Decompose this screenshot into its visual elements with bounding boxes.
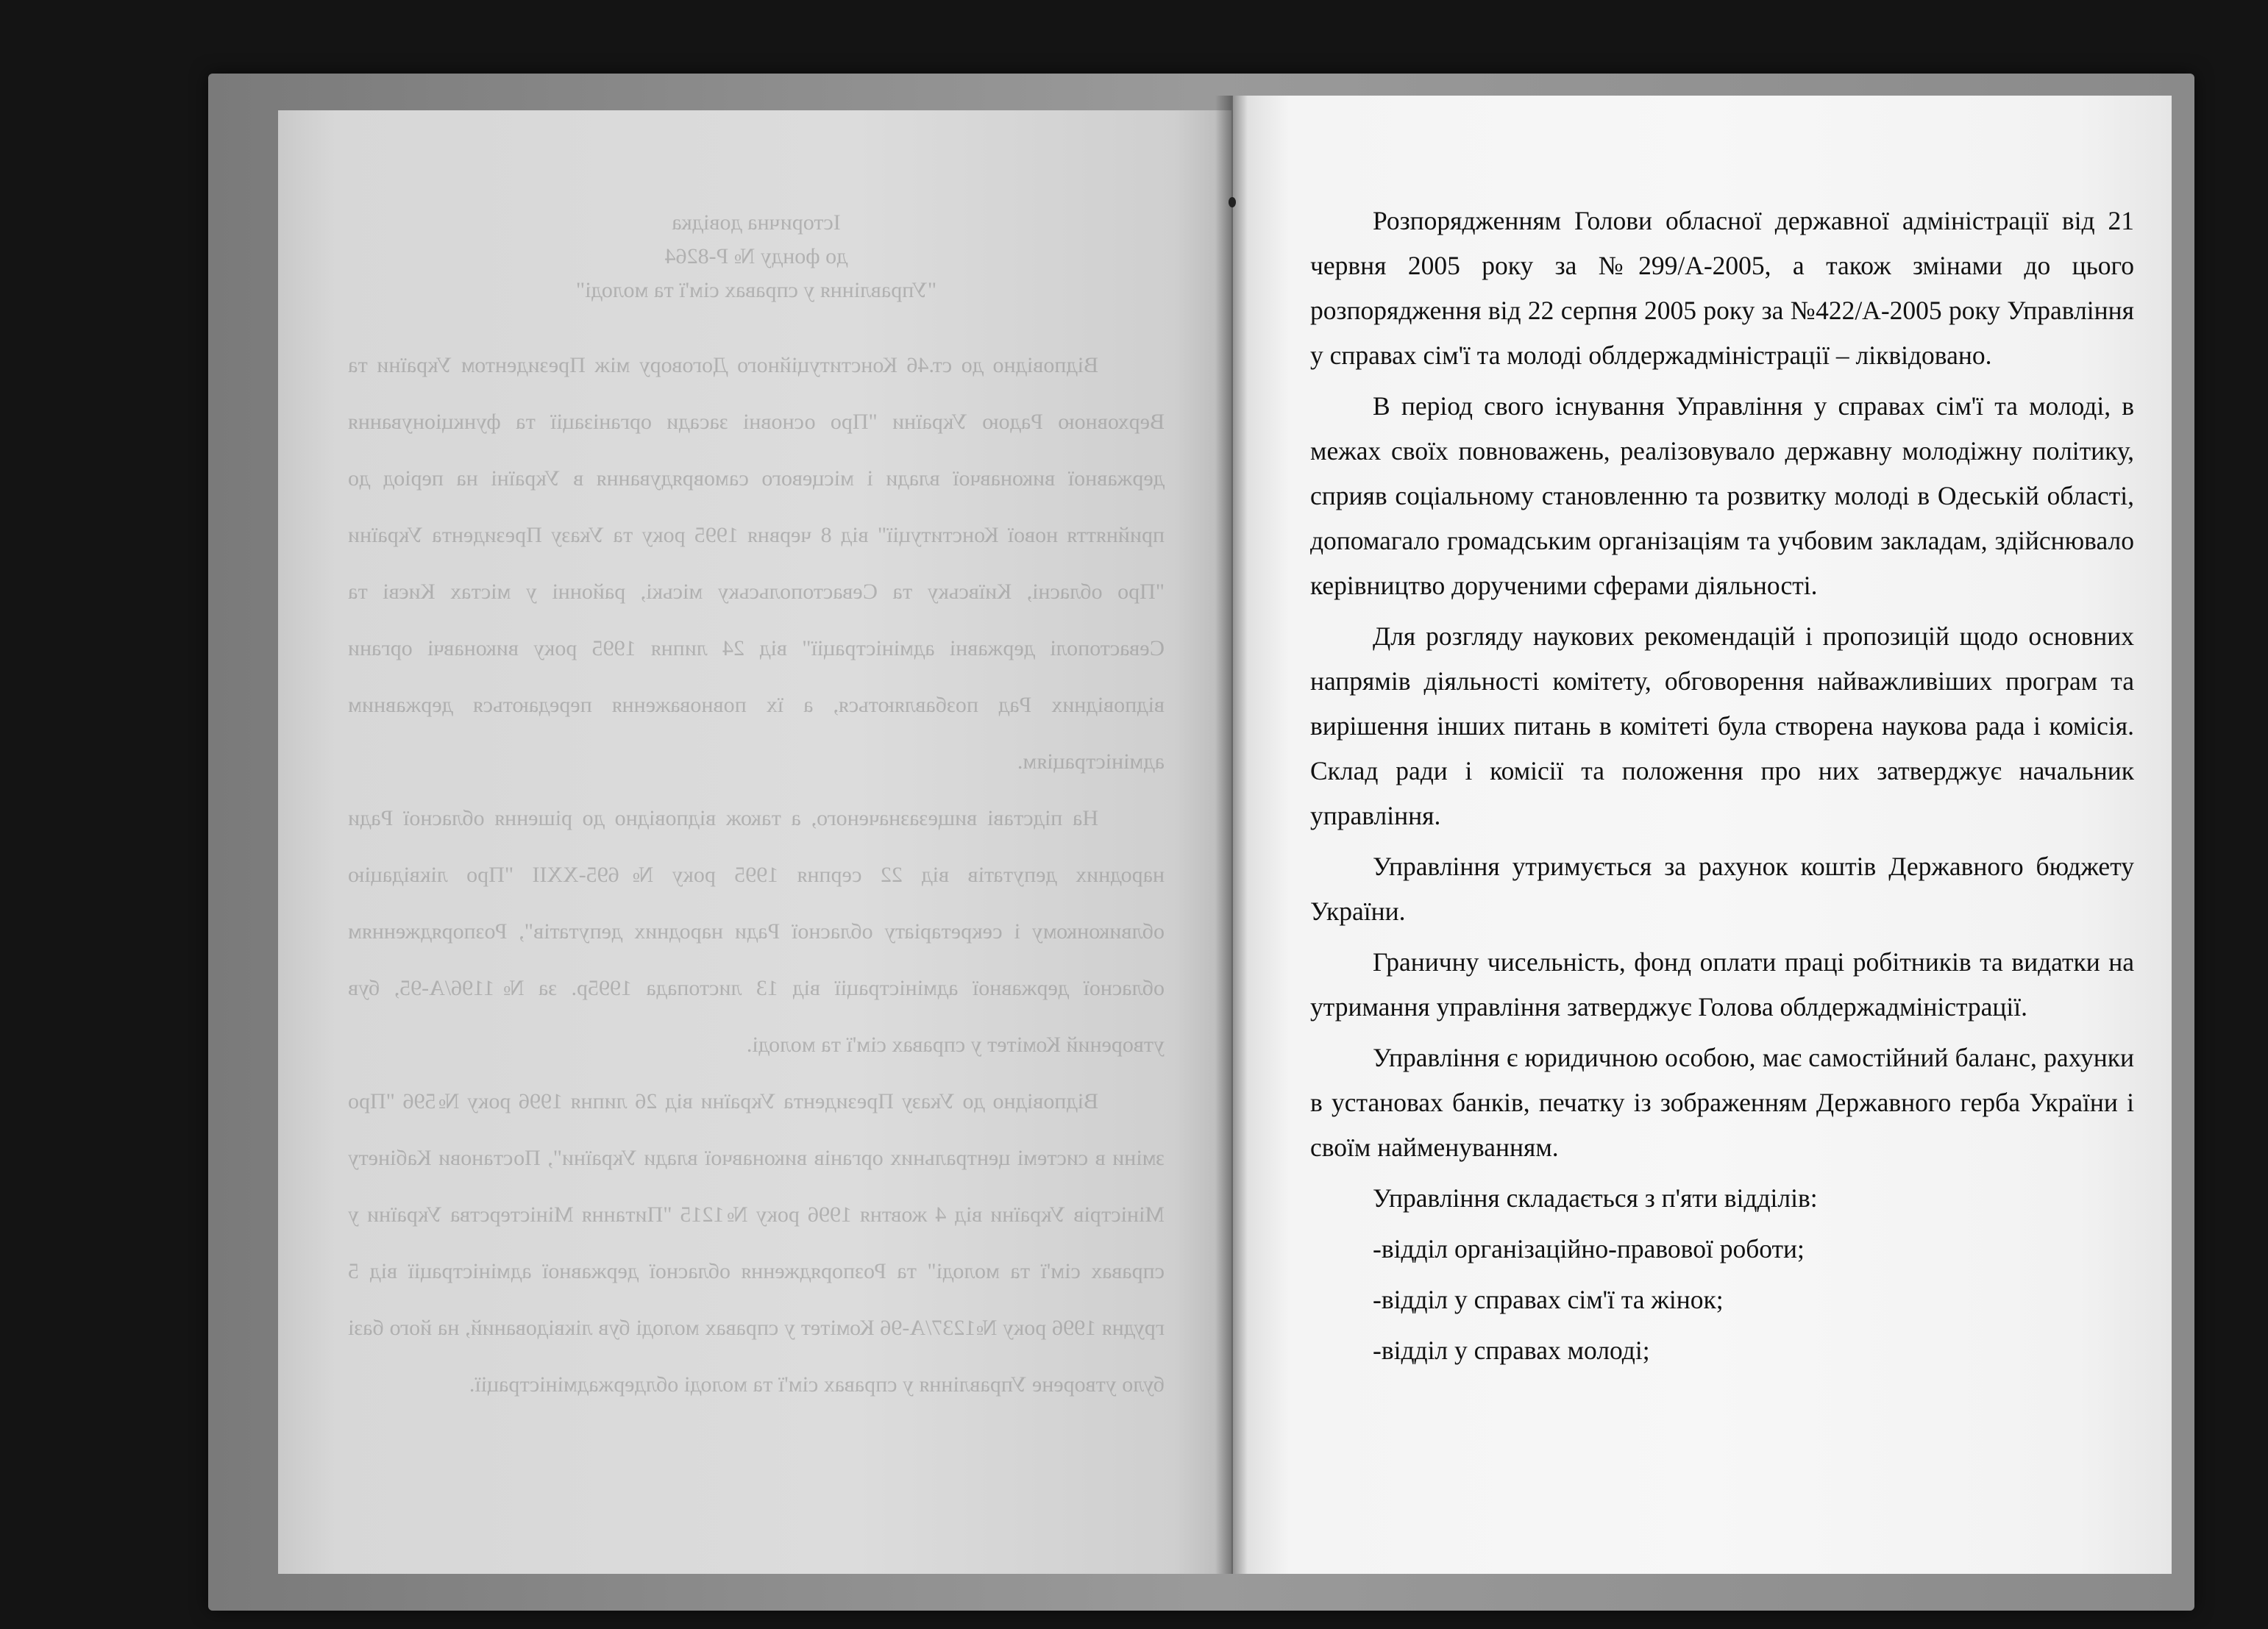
binding-hole bbox=[1229, 197, 1236, 207]
department-item: -відділ у справах молоді; bbox=[1373, 1336, 1650, 1365]
show-through-text bbox=[348, 206, 1165, 1413]
body-paragraph: Управління є юридичною особою, має самостійний баланс, рахунки в установах банків, печатку із зображенням Державного герба України і своїм найменуванням. bbox=[1310, 1043, 2134, 1162]
ghost-paragraph: Відповідно до Указу Президента України від 26 липня 1996 року №596 "Про зміни в системі центральних органів виконавчої влади України", Постанови Кабінету Міністрів України від 4 жовтня 1996 року №1215 "Питання Міністерства України у справах сім'ї та молоді" та Розпорядження обласної державної адміністрації від 5 грудня 1996 року №1237/А-96 Комітет у справах молоді був ліквідований, на його базі було утворене Управління у справах сім'ї та молоді облдержадміністрації. bbox=[348, 1089, 1165, 1397]
body-paragraph: Розпорядженням Голови обласної державної адміністрації від 21 червня 2005 року за №299/А-2005, а також змінами до цього розпорядження від 22 серпня 2005 року за №422/А-2005 року Управління у справах сім'ї та молоді облдержадміністрації – ліквідовано. bbox=[1310, 206, 2134, 370]
body-paragraph: Управління утримується за рахунок коштів Державного бюджету України. bbox=[1310, 852, 2134, 926]
ghost-heading-line-1: Історична довідка bbox=[672, 210, 841, 235]
ghost-heading-line-2: до фонду № Р-8264 bbox=[664, 244, 848, 268]
department-item: -відділ організаційно-правової роботи; bbox=[1373, 1234, 1805, 1263]
left-page bbox=[278, 110, 1231, 1574]
department-item: -відділ у справах сім'ї та жінок; bbox=[1373, 1285, 1724, 1314]
right-page bbox=[1233, 96, 2172, 1574]
document-body bbox=[1310, 199, 2134, 1379]
body-paragraph: Граничну чисельність, фонд оплати праці робітників та видатки на утримання управління затверджує Голова облдержадміністрації. bbox=[1310, 947, 2134, 1022]
book-spine bbox=[1215, 96, 1248, 1574]
ghost-heading bbox=[348, 206, 1165, 307]
body-paragraph: В період свого існування Управління у справах сім'ї та молоді, в межах своїх повноважень, реалізовувало державну молодіжну політику, сприяв соціальному становленню та розвитку молоді в Одеській області, допомагало громадським організаціям та учбовим закладам, здійснювало керівництво дорученими сферами діяльності. bbox=[1310, 391, 2134, 600]
ghost-heading-line-3: "Управління у справах сім'ї та молоді" bbox=[575, 278, 937, 302]
ghost-paragraph: На підставі вищезазначеного, а також відповідно до рішення обласної Ради народних депутатів від 22 серпня 1995 року №695-XXII "Про ліквідацію облвиконкому і секретаріату обласної Ради народних депутатів", Розпорядженням обласної державної адміністрації від 13 листопада 1995р. за №1196/А-95, був утворений Комітет у справах сім'ї та молоді. bbox=[348, 806, 1165, 1057]
body-paragraph: Для розгляду наукових рекомендацій і пропозицій щодо основних напрямів діяльності комітету, обговорення найважливіших програм та вирішення інших питань в комітеті була створена наукова рада і комісія. Склад ради і комісії та положення про них затверджує начальник управління. bbox=[1310, 621, 2134, 830]
ghost-paragraph: Відповідно до ст.46 Конституційного Договору між Президентом України та Верховною Радою України "Про основні засади організації та функціонування державної виконавчої влади і місцевого самоврядування в Україні на період до прийняття нової Конституції" від 8 червня 1995 року та Указу Президента України "Про обласні, Київську та Севастопольську міські, районні у містах Києві та Севастополі державні адміністрації" від 24 липня 1995 року виконавчі органи відповідних Рад позбавляються, а їх повноваження передаються державним адміністраціям. bbox=[348, 353, 1165, 774]
departments-intro: Управління складається з п'яти відділів: bbox=[1373, 1183, 1818, 1213]
